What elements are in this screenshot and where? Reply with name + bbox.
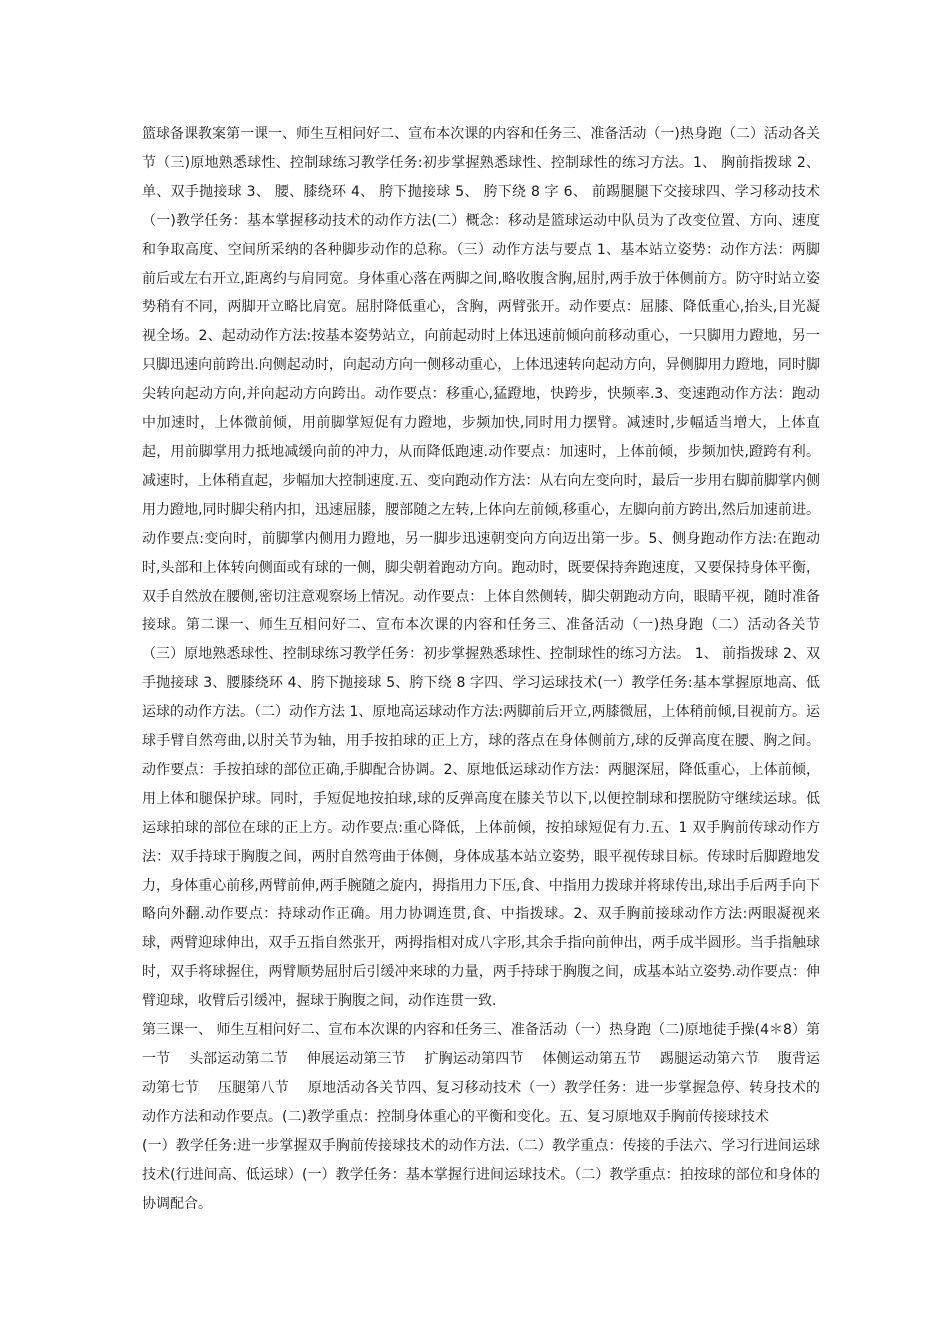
document-body <box>142 120 820 1218</box>
paragraph-lessons-one-two: 篮球备课教案第一课一、师生互相问好二、宣布本次课的内容和任务三、准备活动（一)热身跑（二）活动各关节（三)原地熟悉球性、控制球练习教学任务:初步掌握熟悉球性、控制球性的练习方法。1、 胸前指拨球 2、 单、双手抛接球 3、 腰、膝绕环 4、 胯下抛接球 5、 胯下绕 8 字 6、 前踢腿腿下交接球四、学习移动技术（一)教学任务：基本掌握移动技术的动作方法(二）概念：移动是篮球运动中队员为了改变位置、方向、速度和争取高度、空间所采纳的各种脚步动作的总称。（三）动作方法与要点 1、基本站立姿势：动作方法：两脚前后或左右开立,距离约与肩同宽。身体重心落在两脚之间,略收腹含胸,屈肘,两手放于体侧前方。防守时站立姿势稍有不同，两脚开立略比肩宽。屈肘降低重心，含胸，两臂张开。动作要点：屈膝、降低重心,抬头,目光凝视全场。2、起动动作方法:按基本姿势站立，向前起动时上体迅速前倾向前移动重心，一只脚用力蹬地，另一只脚迅速向前跨出.向侧起动时，向起动方向一侧移动重心，上体迅速转向起动方向，异侧脚用力蹬地，同时脚尖转向起动方向,并向起动方向跨出。动作要点：移重心,猛蹬地，快跨步，快频率.3、变速跑动作方法：跑动中加速时，上体微前倾，用前脚掌短促有力蹬地，步频加快,同时用力摆臂。减速时,步幅适当增大，上体直起，用前脚掌用力抵地减缓向前的冲力，从而降低跑速.动作要点：加速时，上体前倾，步频加快,蹬跨有利。减速时，上体稍直起，步幅加大控制速度.五、变向跑动作方法：从右向左变向时，最后一步用右脚前脚掌内侧用力蹬地,同时脚尖稍内扣，迅速屈膝，腰部随之左转,上体向左前倾,移重心，左脚向前方跨出,然后加速前进。动作要点:变向时，前脚掌内侧用力蹬地，另一脚步迅速朝变向方向迈出第一步。5、侧身跑动作方法:在跑动时,头部和上体转向侧面或有球的一侧，脚尖朝着跑动方向。跑动时，既要保持奔跑速度，又要保持身体平衡，双手自然放在腰侧,密切注意观察场上情况。动作要点：上体自然侧转，脚尖朝跑动方向，眼睛平视，随时准备接球。第二课一、师生互相问好二、宣布本次课的内容和任务三、准备活动（一)热身跑（二）活动各关节（三）原地熟悉球性、控制球练习教学任务：初步掌握熟悉球性、控制球性的练习方法。 1、 前指拨球 2、双手抛接球 3、腰膝绕环 4、胯下抛接球 5、胯下绕 8 字四、学习运球技术(一）教学任务:基本掌握原地高、低运球的动作方法。（二）动作方法 1、原地高运球动作方法:两脚前后开立,两膝微屈，上体稍前倾,目视前方。运球手臂自然弯曲,以肘关节为轴，用手按拍球的正上方，球的落点在身体侧前方,球的反弹高度在腰、胸之间。动作要点：手按拍球的部位正确,手脚配合协调。2、原地低运球动作方法：两腿深屈，降低重心，上体前倾，用上体和腿保护球。同时，手短促地按拍球,球的反弹高度在膝关节以下,以便控制球和摆脱防守继续运球。低运球拍球的部位在球的正上方。动作要点:重心降低，上体前倾，按拍球短促有力.五、1 双手胸前传球动作方法：双手持球于胸腹之间，两肘自然弯曲于体侧，身体成基本站立姿势，眼平视传球目标。传球时后脚蹬地发力，身体重心前移,两臂前伸,两手腕随之旋内，拇指用力下压,食、中指用力拨球并将球传出,球出手后两手向下略向外翻.动作要点：持球动作正确。用力协调连贯,食、中指拨球。2、双手胸前接球动作方法:两眼凝视来球，两臂迎球伸出，双手五指自然张开，两拇指相对成八字形,其余手指向前伸出，两手成半圆形。当手指触球时，双手将球握住，两臂顺势屈肘后引缓冲来球的力量，两手持球于胸腹之间，成基本站立姿势.动作要点：伸臂迎球，收臂后引缓冲，握球于胸腹之间，动作连贯一致. <box>142 126 820 1010</box>
paragraph-lesson-three: 第三课一、 师生互相问好二、宣布本次课的内容和任务三、准备活动（一）热身跑（二)原地徒手操(4＊8）第一节 头部运动第二节 伸展运动第三节 扩胸运动第四节 体侧运动第五节 踢腿运动第六节 腹背运动第七节 压腿第八节 原地活动各关节四、复习移动技术（一）教学任务：进一步掌握急停、转身技术的动作方法和动作要点。(二)教学重点：控制身体重心的平衡和变化。五、复习原地双手胸前传接球技术 <box>142 1022 820 1125</box>
paragraph-lesson-three-continued: (一）教学任务:进一步掌握双手胸前传接球技术的动作方法.（二）教学重点：传接的手法六、学习行进间运球技术(行进间高、低运球）(一）教学任务：基本掌握行进间运球技术。（二）教学重点：拍按球的部位和身体的协调配合。 <box>142 1137 820 1212</box>
